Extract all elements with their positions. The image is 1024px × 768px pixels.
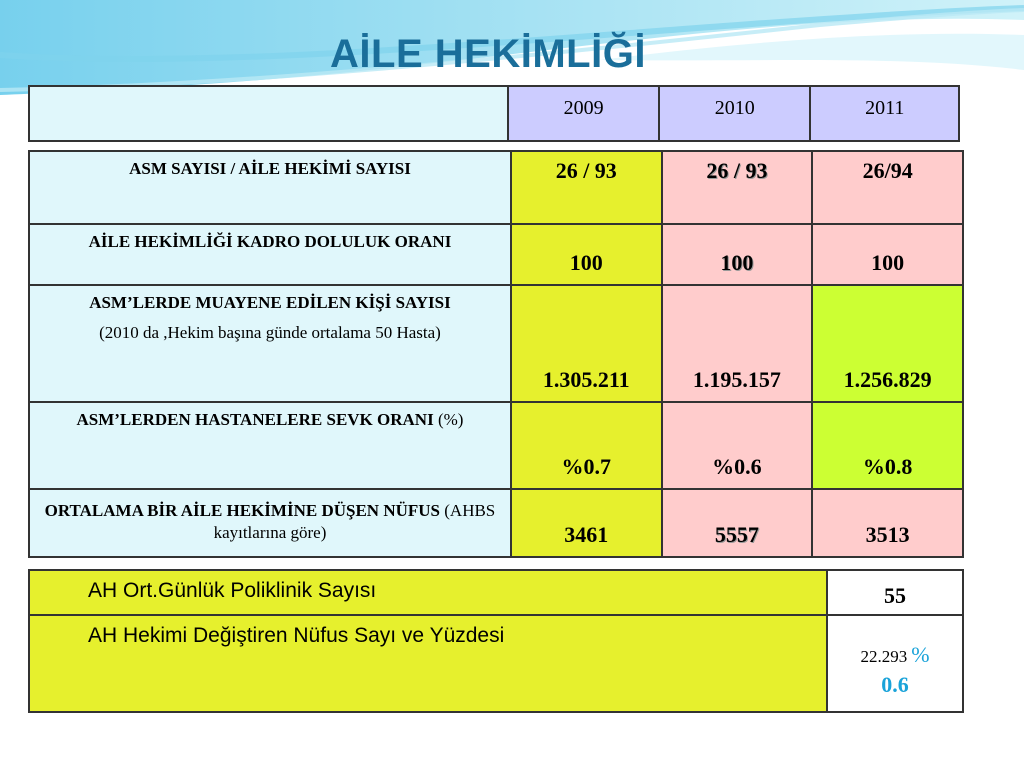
population-change-value bbox=[827, 615, 963, 712]
value-cell: 100 bbox=[511, 224, 662, 285]
table-row bbox=[29, 402, 963, 489]
statistics-table bbox=[28, 150, 964, 558]
value-cell: %0.8 bbox=[812, 402, 963, 489]
row-label-population: ORTALAMA BİR AİLE HEKİMİNE DÜŞEN NÜFUS (AHBS kayıtlarına göre) bbox=[29, 489, 511, 557]
value-cell: 100 bbox=[662, 224, 813, 285]
table-row bbox=[29, 570, 963, 615]
year-header-table bbox=[28, 85, 960, 142]
daily-outpatient-label: AH Ort.Günlük Poliklinik Sayısı bbox=[29, 570, 827, 615]
value-cell: 3513 bbox=[812, 489, 963, 557]
table-row bbox=[29, 151, 963, 224]
row-label-examinations: ASM’LERDE MUAYENE EDİLEN KİŞİ SAYISI (2010 da ,Hekim başına günde ortalama 50 Hasta) bbox=[29, 285, 511, 402]
summary-table bbox=[28, 569, 964, 713]
year-2009: 2009 bbox=[508, 86, 659, 141]
value-cell: 5557 bbox=[662, 489, 813, 557]
year-2010: 2010 bbox=[659, 86, 810, 141]
daily-outpatient-value: 55 bbox=[827, 570, 963, 615]
value-cell: 26/94 bbox=[812, 151, 963, 224]
row-label-referral-rate: ASM’LERDEN HASTANELERE SEVK ORANI (%) bbox=[29, 402, 511, 489]
value-cell: 3461 bbox=[511, 489, 662, 557]
population-change-number: 22.293 bbox=[860, 647, 908, 666]
value-cell: 1.195.157 bbox=[662, 285, 813, 402]
table-row bbox=[29, 489, 963, 557]
header-blank-cell bbox=[29, 86, 508, 141]
population-change-label: AH Hekimi Değiştiren Nüfus Sayı ve Yüzdesi bbox=[29, 615, 827, 712]
value-cell: 26 / 93 bbox=[662, 151, 813, 224]
value-cell: 26 / 93 bbox=[511, 151, 662, 224]
percent-symbol: % bbox=[911, 642, 930, 667]
value-cell: %0.6 bbox=[662, 402, 813, 489]
value-cell: 1.256.829 bbox=[812, 285, 963, 402]
year-2011: 2011 bbox=[810, 86, 959, 141]
row-label-staff-ratio: AİLE HEKİMLİĞİ KADRO DOLULUK ORANI bbox=[29, 224, 511, 285]
page-title: AİLE HEKİMLİĞİ bbox=[330, 32, 646, 76]
table-row bbox=[29, 615, 963, 712]
value-cell: 1.305.211 bbox=[511, 285, 662, 402]
population-change-percent: 0.6 bbox=[881, 671, 909, 697]
table-row bbox=[29, 224, 963, 285]
value-cell: 100 bbox=[812, 224, 963, 285]
row-label-asm-count: ASM SAYISI / AİLE HEKİMİ SAYISI bbox=[29, 151, 511, 224]
value-cell: %0.7 bbox=[511, 402, 662, 489]
table-row bbox=[29, 285, 963, 402]
row-note: (2010 da ,Hekim başına günde ortalama 50 Hasta) bbox=[99, 323, 441, 343]
